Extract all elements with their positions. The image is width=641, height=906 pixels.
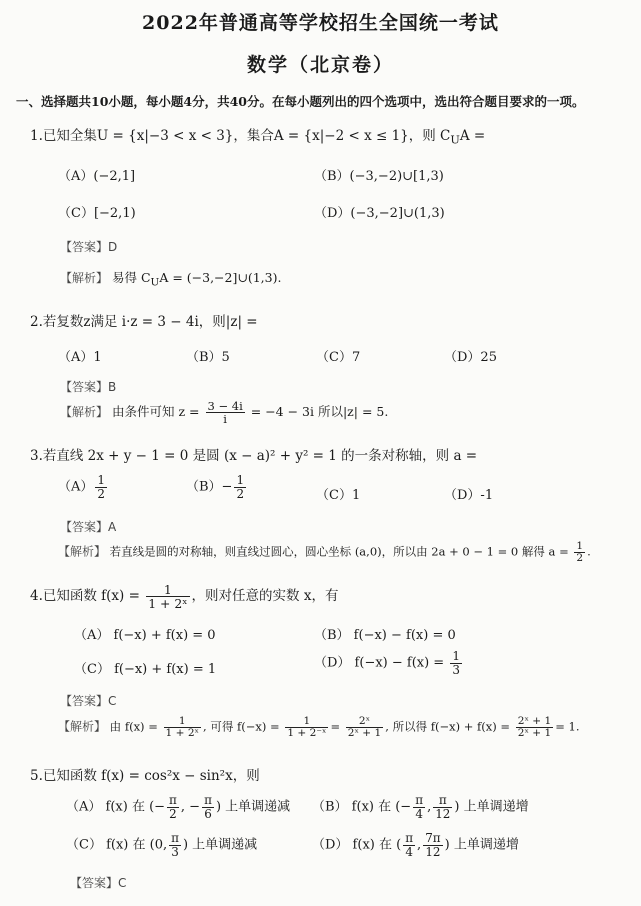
question-1-tail: A =: [459, 128, 486, 144]
fraction-denominator: 2: [169, 806, 177, 821]
question-4-answer: [60, 692, 116, 709]
fraction-denominator: 2ˣ + 1: [517, 727, 552, 740]
fraction-denominator: 1 + 2ˣ: [165, 727, 200, 740]
question-2-option-d: （D）25: [444, 350, 497, 365]
question-3-option-a: [58, 474, 109, 500]
option-text: （C） f(x) 在 (0,: [66, 837, 168, 853]
option-label: （D） f(−x) − f(x) =: [314, 655, 445, 671]
option-text: , −: [180, 799, 201, 815]
explain-tag: 【解析】: [58, 719, 107, 734]
fraction-numerator: π: [433, 794, 452, 808]
fraction-numerator: π: [204, 793, 212, 807]
option-text: ) 上单调递增: [454, 799, 529, 815]
fraction-numerator: 1: [576, 540, 584, 552]
question-5-option-a: [66, 794, 290, 820]
fraction-denominator: 3: [452, 662, 460, 677]
fraction-numerator: 1: [146, 583, 189, 597]
question-1-text: 1.已知全集U = {x|−3 < x < 3}，集合A = {x|−2 < x ≤ 1}，则 C: [30, 128, 451, 144]
fraction: [346, 716, 384, 739]
question-4-text: 4.已知函数 f(x) =: [30, 588, 140, 605]
fraction-denominator: 6: [204, 806, 212, 821]
question-1-option-b: （B）(−3,−2)∪[1,3): [314, 169, 444, 184]
fraction: [146, 583, 189, 610]
question-4-option-d: [314, 650, 464, 676]
question-1-answer: [60, 238, 117, 255]
fraction: [433, 794, 452, 820]
fraction-denominator: 1 + 2⁻ˣ: [287, 727, 327, 740]
question-3-option-b: [186, 474, 248, 500]
question-5-option-c: [66, 832, 257, 858]
fraction: [202, 794, 214, 820]
question-2-stem: 2.若复数z满足 i·z = 3 − 4i，则|z| =: [30, 314, 258, 330]
answer-tag: 【答案】: [60, 694, 109, 708]
fraction-denominator: 12: [425, 844, 441, 859]
option-label: （B）−: [186, 479, 233, 495]
question-4-answer-value: C: [108, 694, 117, 708]
explain-tag: 【解析】: [60, 271, 109, 285]
fraction: [450, 650, 462, 676]
question-2-explain-text: 由条件可知 z =: [112, 404, 200, 420]
question-2-option-a: （A）1: [58, 350, 102, 365]
question-4-explain-text: = 1.: [555, 719, 580, 734]
question-3-answer: [60, 518, 116, 535]
question-1-explain-text: 易得 C: [112, 270, 151, 285]
fraction: [423, 832, 442, 858]
fraction-numerator: 1: [97, 473, 105, 487]
question-4-explain-text: =: [330, 719, 341, 734]
option-label: （A）: [58, 479, 94, 495]
fraction-denominator: 12: [435, 806, 451, 821]
fraction-denominator: 4: [405, 844, 413, 859]
question-3-stem: 3.若直线 2x + y − 1 = 0 是圆 (x − a)² + y² = 1 的一条对称轴，则 a =: [30, 448, 478, 464]
question-5-option-d: [312, 832, 519, 858]
answer-tag: 【答案】: [70, 876, 119, 890]
fraction-denominator: 2: [97, 486, 105, 501]
answer-tag: 【答案】: [60, 240, 109, 254]
question-3-explain-tail: .: [587, 544, 591, 559]
fraction-numerator: 1: [236, 473, 245, 487]
fraction: [516, 716, 554, 739]
option-text: （D） f(x) 在 (: [312, 837, 402, 853]
fraction-denominator: 4: [415, 806, 423, 821]
question-1-option-a: （A）(−2,1]: [58, 169, 136, 184]
fraction-denominator: 2: [236, 486, 245, 501]
fraction: [285, 716, 328, 739]
option-text: ,: [417, 837, 422, 853]
fraction-numerator: 1: [285, 716, 328, 728]
question-4-explain-text: 由 f(x) =: [109, 719, 158, 734]
fraction-numerator: 1: [164, 716, 202, 728]
fraction-numerator: π: [171, 831, 179, 845]
fraction: [234, 474, 246, 500]
question-2-option-b: （B）5: [186, 350, 230, 365]
fraction: [164, 716, 202, 739]
fraction-numerator: π: [415, 793, 424, 807]
option-text: ) 上单调递增: [444, 837, 519, 853]
question-5-answer-value: C: [118, 876, 127, 890]
question-4-stem: [30, 583, 338, 610]
fraction: [206, 400, 245, 425]
fraction-denominator: 2: [576, 552, 584, 565]
question-5-answer: [70, 874, 126, 891]
question-2-option-c: （C）7: [316, 350, 361, 365]
question-3-explain-text: 若直线是圆的对称轴，则直线过圆心，圆心坐标 (a,0)，所以由 2a + 0 − 1 = 0 解得 a =: [109, 544, 569, 559]
question-2-explanation: [60, 400, 388, 425]
fraction-numerator: π: [405, 831, 414, 845]
fraction-numerator: 1: [452, 649, 460, 663]
question-4-option-a: （A） f(−x) + f(x) = 0: [74, 628, 216, 643]
question-1-stem: [30, 124, 485, 147]
fraction-denominator: 2ˣ + 1: [347, 727, 382, 740]
answer-tag: 【答案】: [60, 520, 109, 534]
question-4-option-c: （C） f(−x) + f(x) = 1: [74, 662, 217, 677]
fraction: [413, 794, 425, 820]
question-2-explain-tail: = −4 − 3i 所以|z| = 5.: [250, 404, 389, 420]
fraction: [574, 541, 585, 564]
question-1-option-c: （C）[−2,1): [58, 206, 136, 221]
question-1-explanation: [60, 268, 281, 289]
fraction-numerator: 7π: [425, 831, 441, 845]
option-text: （A） f(x) 在 (−: [66, 799, 166, 815]
exam-title: 2022年普通高等学校招生全国统一考试: [142, 12, 499, 34]
question-2-answer-value: B: [108, 380, 117, 394]
question-1-option-d: （D）(−3,−2]∪(1,3): [314, 206, 445, 221]
answer-tag: 【答案】: [60, 380, 109, 394]
question-3-option-c: （C）1: [316, 488, 361, 503]
explain-tag: 【解析】: [58, 544, 107, 559]
question-2-answer: [60, 378, 116, 395]
question-5-option-b: [312, 794, 529, 820]
fraction-numerator: 2ˣ: [346, 716, 384, 728]
fraction-denominator: i: [223, 412, 227, 427]
explain-tag: 【解析】: [60, 405, 109, 420]
question-4-explain-text: , 所以得 f(−x) + f(x) =: [385, 719, 511, 734]
fraction-denominator: 1 + 2ˣ: [148, 596, 188, 612]
question-3-answer-value: A: [108, 520, 117, 534]
option-text: ,: [427, 799, 432, 815]
question-3-option-d: （D）-1: [444, 488, 494, 503]
fraction-numerator: 2ˣ + 1: [517, 715, 552, 727]
fraction: [403, 832, 415, 858]
fraction-denominator: 3: [171, 844, 179, 859]
exam-subtitle: 数学（北京卷）: [246, 54, 394, 76]
question-1-answer-value: D: [108, 240, 118, 254]
option-text: ) 上单调递减: [182, 837, 258, 853]
question-4-option-b: （B） f(−x) − f(x) = 0: [314, 628, 456, 643]
question-5-stem: 5.已知函数 f(x) = cos²x − sin²x，则: [30, 768, 260, 784]
option-text: （B） f(x) 在 (−: [312, 799, 412, 815]
question-4-explanation: [58, 716, 580, 739]
fraction: [95, 474, 107, 500]
question-1-explain-sub: U: [150, 276, 160, 289]
question-3-explanation: [58, 541, 591, 564]
option-text: ) 上单调递减: [215, 799, 291, 815]
fraction: [167, 794, 179, 820]
section-heading: 一、选择题共10小题，每小题4分，共40分。在每小题列出的四个选项中，选出符合题目要求的一项。: [16, 94, 585, 109]
fraction-numerator: 3 − 4i: [207, 399, 243, 413]
fraction: [169, 832, 181, 858]
question-4-tail: ，则对任意的实数 x，有: [191, 588, 339, 605]
question-1-sub: U: [450, 133, 460, 147]
question-1-explain-tail: A = (−3,−2]∪(1,3).: [159, 270, 282, 285]
fraction-numerator: π: [169, 793, 177, 807]
question-4-explain-text: , 可得 f(−x) =: [203, 719, 280, 734]
